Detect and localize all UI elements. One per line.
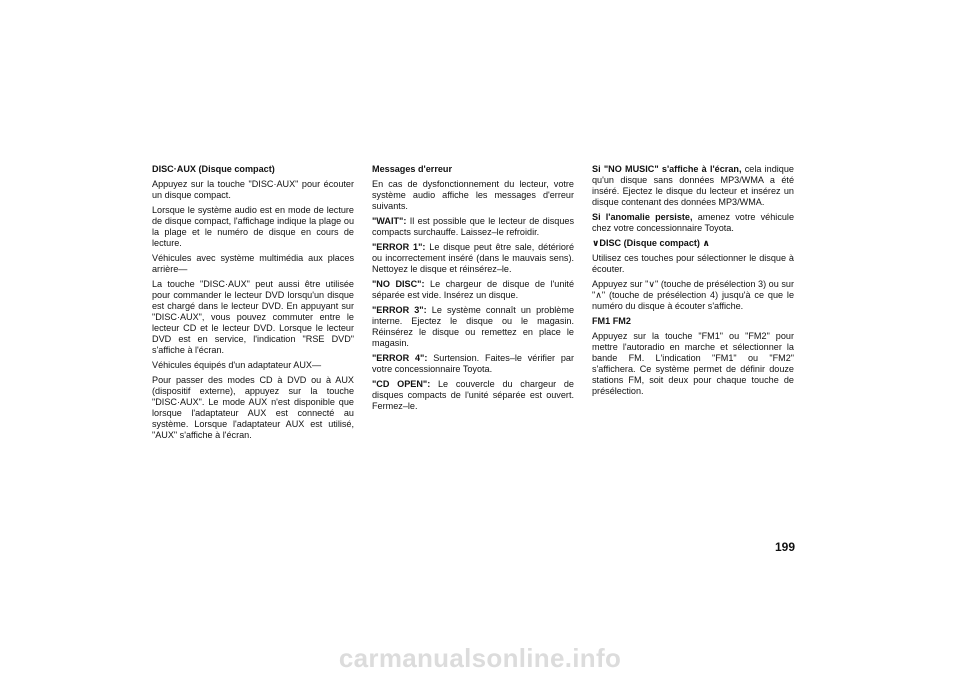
column-2 — [372, 164, 574, 416]
paragraph: Appuyez sur la touche "DISC·AUX" pour écouter un disque compact. — [152, 179, 354, 200]
paragraph: Véhicules avec système multimédia aux places arrière— — [152, 253, 354, 274]
error-text: Le chargeur de disque de l'unité séparée est vide. Insérez un disque. — [372, 279, 574, 300]
error-item — [372, 305, 574, 349]
error-label: "ERROR 4": — [372, 353, 428, 363]
error-label: "NO DISC": — [372, 279, 425, 289]
paragraph: Véhicules équipés d'un adaptateur AUX— — [152, 360, 322, 370]
column-3 — [592, 164, 794, 401]
column-1 — [152, 164, 354, 445]
error-text: Le disque peut être sale, détérioré ou incorrectement inséré (dans le mauvais sens). Nettoyez le disque et réinsérez–le. — [372, 242, 574, 274]
section-heading-fm: FM1 FM2 — [592, 316, 631, 326]
paragraph: La touche "DISC·AUX" peut aussi être utilisée pour commander le lecteur DVD lorsqu'un disque est chargé dans le lecteur DVD. En appuyant sur "DISC·AUX", vous pouvez commuter entre le lecteur CD et le lecteur DVD. Lorsque le lecteur DVD est en service, l'indication "RSE DVD" s'affiche à l'écran. — [152, 279, 354, 355]
error-label: "CD OPEN": — [372, 379, 431, 389]
error-item — [372, 379, 574, 412]
paragraph: Utilisez ces touches pour sélectionner le disque à écouter. — [592, 253, 794, 274]
paragraph: Appuyez sur "∨" (touche de présélection 3) ou sur "∧" (touche de présélection 4) jusqu'à ce que le numéro du disque à écouter s'affiche. — [592, 279, 794, 311]
error-label: "ERROR 1": — [372, 242, 426, 252]
error-item — [372, 279, 574, 301]
error-text: Le couvercle du chargeur de disques compacts de l'unité séparée est ouvert. Fermez–le. — [372, 379, 574, 411]
watermark-logo: carmanualsonline.info — [338, 643, 622, 673]
error-item — [372, 353, 574, 375]
section-heading-error-messages: Messages d'erreur — [372, 164, 453, 174]
note-text: amenez votre véhicule chez votre concessionnaire Toyota. — [592, 212, 795, 233]
section-heading-disc-aux: DISC·AUX (Disque compact) — [152, 164, 275, 174]
paragraph: En cas de dysfonctionnement du lecteur, votre système audio affiche les messages d'erreur suivants. — [372, 179, 574, 211]
note-item — [592, 164, 794, 208]
error-text: Il est possible que le lecteur de disques compacts surchauffe. Laissez–le refroidir. — [372, 216, 574, 237]
error-item — [372, 242, 574, 275]
error-item — [372, 216, 574, 238]
section-heading-disc-select: ∨DISC (Disque compact) ∧ — [592, 238, 710, 248]
error-text: Surtension. Faites–le vérifier par votre concessionnaire Toyota. — [372, 353, 574, 374]
note-label: Si l'anomalie persiste, — [592, 212, 693, 222]
note-item — [592, 212, 794, 234]
error-text: Le système connaît un problème interne. Ejectez le disque ou le magasin. Réinsérez le disque ou remettez en place le magasin. — [372, 305, 574, 348]
page-number: 199 — [775, 540, 796, 554]
error-label: "ERROR 3": — [372, 305, 427, 315]
error-label: "WAIT": — [372, 216, 407, 226]
note-text: cela indique qu'un disque sans données MP3/WMA a été inséré. Ejectez le disque du lecteur et insérez un disque contenant des données MP3/WMA. — [592, 164, 794, 207]
paragraph: Pour passer des modes CD à DVD ou à AUX (dispositif externe), appuyez sur la touche "DISC·AUX". Le mode AUX n'est disponible que lorsque l'adaptateur AUX est connecté au système. Lorsque l'adaptateur AUX est utilisé, "AUX" s'affiche à l'écran. — [152, 375, 354, 440]
paragraph: Appuyez sur la touche "FM1" ou "FM2" pour mettre l'autoradio en marche et sélectionner la bande FM. L'indication "FM1" ou "FM2" s'affichera. Ce système permet de définir douze stations FM, soit deux pour chaque touche de présélection. — [592, 331, 794, 396]
note-label: Si "NO MUSIC" s'affiche à l'écran, — [592, 164, 742, 174]
paragraph: Lorsque le système audio est en mode de lecture de disque compact, l'affichage indique la plage ou la plage et le numéro de disque en cours de lecture. — [152, 205, 354, 248]
